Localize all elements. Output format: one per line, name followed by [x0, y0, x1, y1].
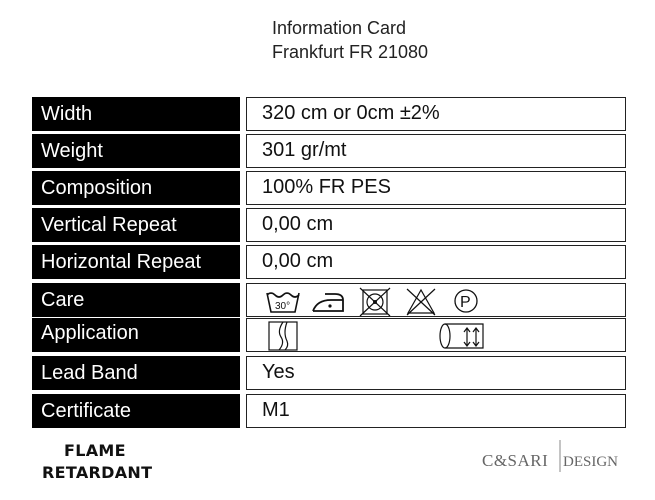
flame-line-2: RETARDANT [42, 463, 153, 482]
value-horizontal-repeat: 0,00 cm [246, 245, 626, 279]
care-icons [246, 283, 626, 317]
title-line-1: Information Card [272, 18, 407, 38]
title-line-2: Frankfurt FR 21080 [272, 42, 429, 62]
no-bleach-icon [407, 289, 435, 315]
logo-left-text: C&SARI [482, 451, 549, 470]
value-lead-band: Yes [246, 356, 626, 390]
roll-width-icon [440, 324, 483, 348]
label-vertical-repeat: Vertical Repeat [32, 208, 240, 242]
row-vertical-repeat [32, 208, 626, 242]
value-composition: 100% FR PES [246, 171, 626, 205]
wash-30-icon [267, 293, 299, 312]
logo-right-text: DESIGN [563, 454, 618, 470]
application-icons [246, 318, 626, 352]
value-certificate: M1 [246, 394, 626, 428]
label-composition: Composition [32, 171, 240, 205]
label-weight: Weight [32, 134, 240, 168]
row-weight [32, 134, 626, 168]
row-width [32, 97, 626, 131]
wash-temp-label: 30° [275, 301, 291, 312]
row-application [32, 318, 626, 352]
row-composition [32, 171, 626, 205]
label-certificate: Certificate [32, 394, 240, 428]
brand-logo [480, 438, 630, 474]
value-width: 320 cm or 0cm ±2% [246, 97, 626, 131]
label-application: Application [32, 318, 240, 352]
dryclean-letter: P [460, 294, 471, 311]
row-certificate [32, 394, 626, 428]
row-horizontal-repeat [32, 245, 626, 279]
row-lead-band [32, 356, 626, 390]
value-vertical-repeat: 0,00 cm [246, 208, 626, 242]
value-weight: 301 gr/mt [246, 134, 626, 168]
flame-retardant-note [42, 440, 152, 484]
label-width: Width [32, 97, 240, 131]
info-card-title [272, 16, 428, 64]
curtain-icon [269, 322, 297, 350]
label-lead-band: Lead Band [32, 356, 240, 390]
label-care: Care [32, 283, 240, 317]
iron-low-icon [313, 294, 343, 311]
label-horizontal-repeat: Horizontal Repeat [32, 245, 240, 279]
flame-line-1: FLAME [64, 441, 126, 460]
no-tumble-dry-icon [360, 288, 390, 316]
dry-clean-p-icon [455, 290, 477, 312]
row-care [32, 283, 626, 317]
